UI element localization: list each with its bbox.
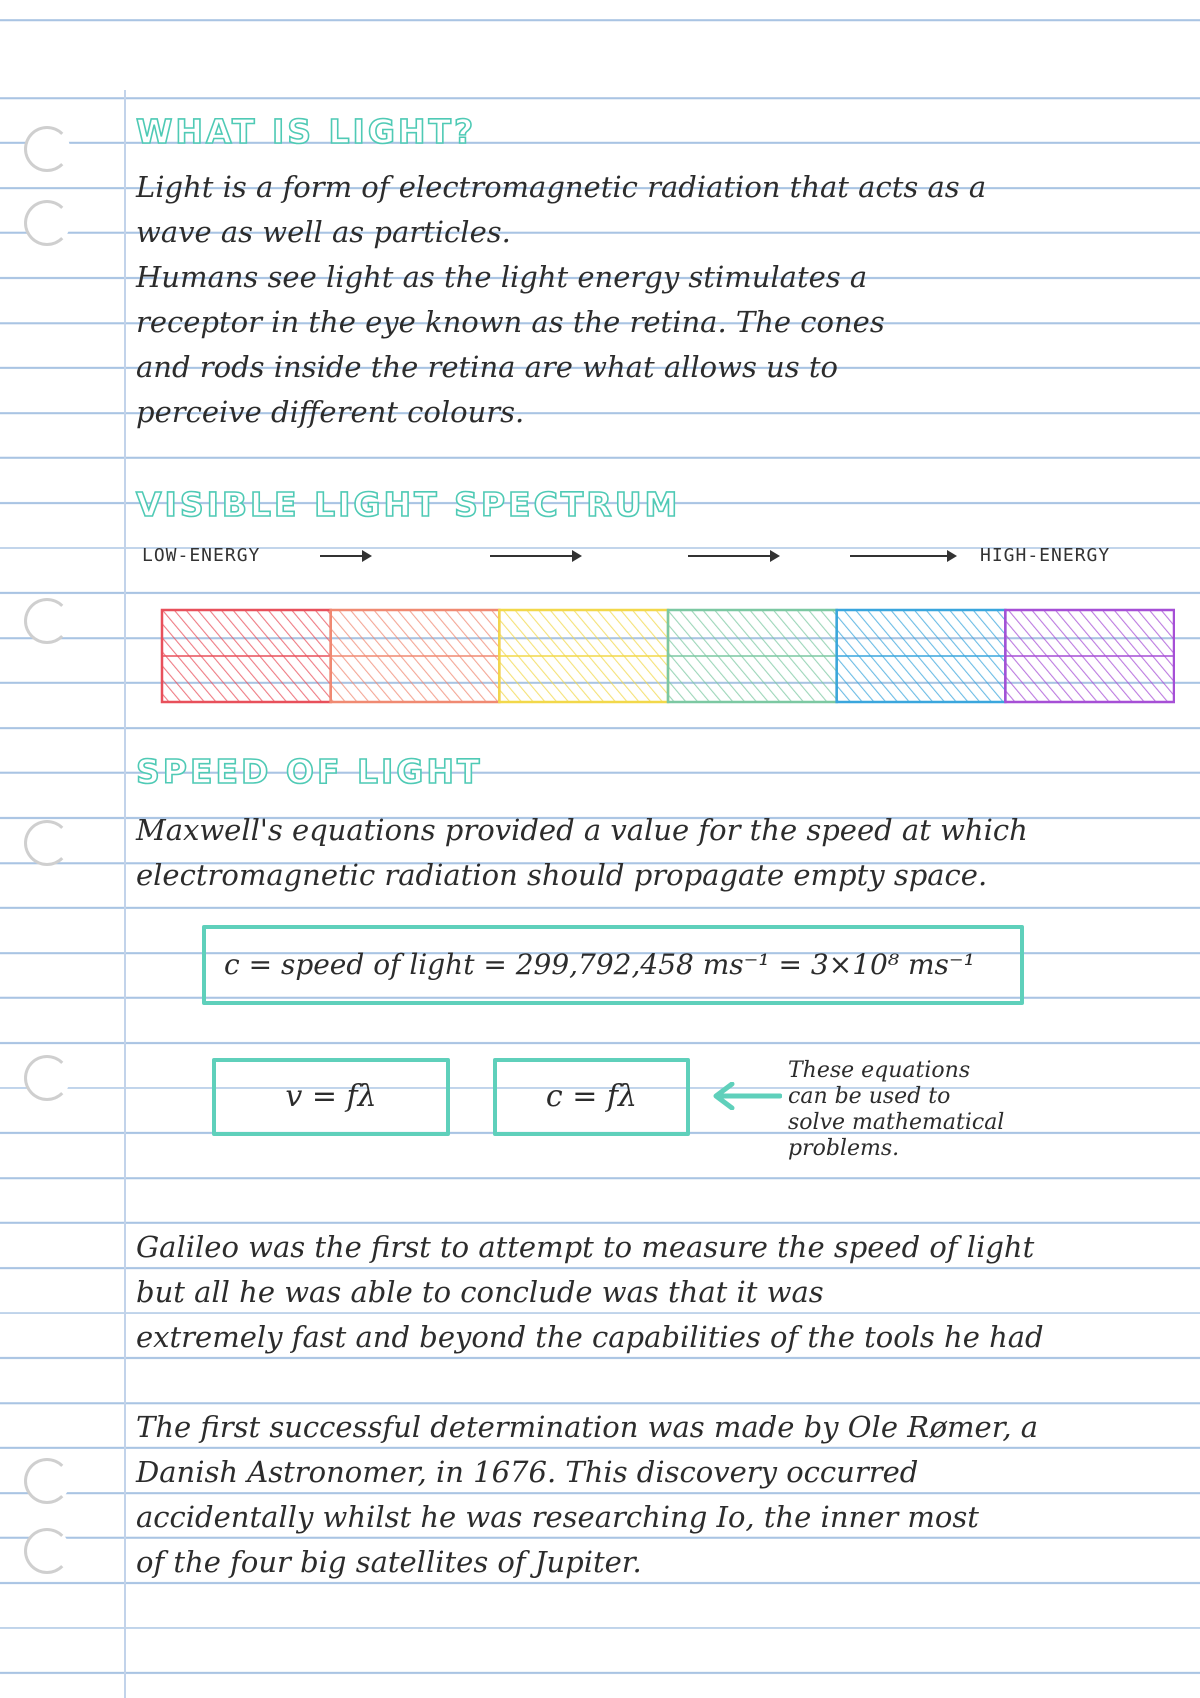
binder-hole [24,126,70,172]
paragraph-line: Humans see light as the light energy stimulates a [136,260,868,294]
binder-hole [24,200,70,246]
margin-line [124,90,126,1698]
paragraph-line: perceive different colours. [136,395,525,429]
note-line: can be used to [788,1084,951,1109]
paragraph-line: receptor in the eye known as the retina. The cones [136,305,885,339]
paragraph-line: electromagnetic radiation should propagate empty space. [136,858,988,892]
left-arrow-icon [708,1082,782,1110]
energy-arrow [490,555,580,557]
wave-equation-box: v = fλ [212,1058,450,1136]
binder-hole [24,1528,70,1574]
energy-arrow [850,555,955,557]
paragraph-line: and rods inside the retina are what allows us to [136,350,838,384]
binder-hole [24,1055,70,1101]
paragraph-line: Danish Astronomer, in 1676. This discovery occurred [136,1455,919,1489]
heading-speed-of-light: SPEED OF LIGHT [136,752,483,791]
low-energy-label: LOW-ENERGY [142,545,261,566]
high-energy-label: HIGH-ENERGY [980,545,1111,566]
paragraph-line: of the four big satellites of Jupiter. [136,1545,642,1579]
note-line: These equations [788,1058,971,1083]
note-line: problems. [788,1136,900,1161]
heading-what-is-light: WHAT IS LIGHT? [136,112,477,151]
paragraph-line: The first successful determination was made by Ole Rømer, a [136,1410,1039,1444]
paragraph-line: wave as well as particles. [136,215,511,249]
paragraph-line: Galileo was the first to attempt to measure the speed of light [136,1230,1035,1264]
paragraph-line: but all he was able to conclude was that it was [136,1275,824,1309]
paragraph-line: Maxwell's equations provided a value for the speed at which [136,813,1028,847]
energy-arrow [688,555,778,557]
paragraph-line: accidentally whilst he was researching Io, the inner most [136,1500,979,1534]
note-line: solve mathematical [788,1110,1005,1135]
binder-hole [24,1458,70,1504]
heading-visible-light-spectrum: VISIBLE LIGHT SPECTRUM [136,485,681,524]
spectrum-bar [160,608,1175,704]
paragraph-line: extremely fast and beyond the capabilities of the tools he had [136,1320,1044,1354]
energy-arrow [320,555,370,557]
binder-hole [24,598,70,644]
binder-hole [24,820,70,866]
paragraph-line: Light is a form of electromagnetic radiation that acts as a [136,170,987,204]
speed-of-light-equation-box: c = speed of light = 299,792,458 ms⁻¹ = 3×10⁸ ms⁻¹ [202,925,1024,1005]
light-equation-box: c = fλ [493,1058,690,1136]
equations-note [788,1058,1088,1162]
